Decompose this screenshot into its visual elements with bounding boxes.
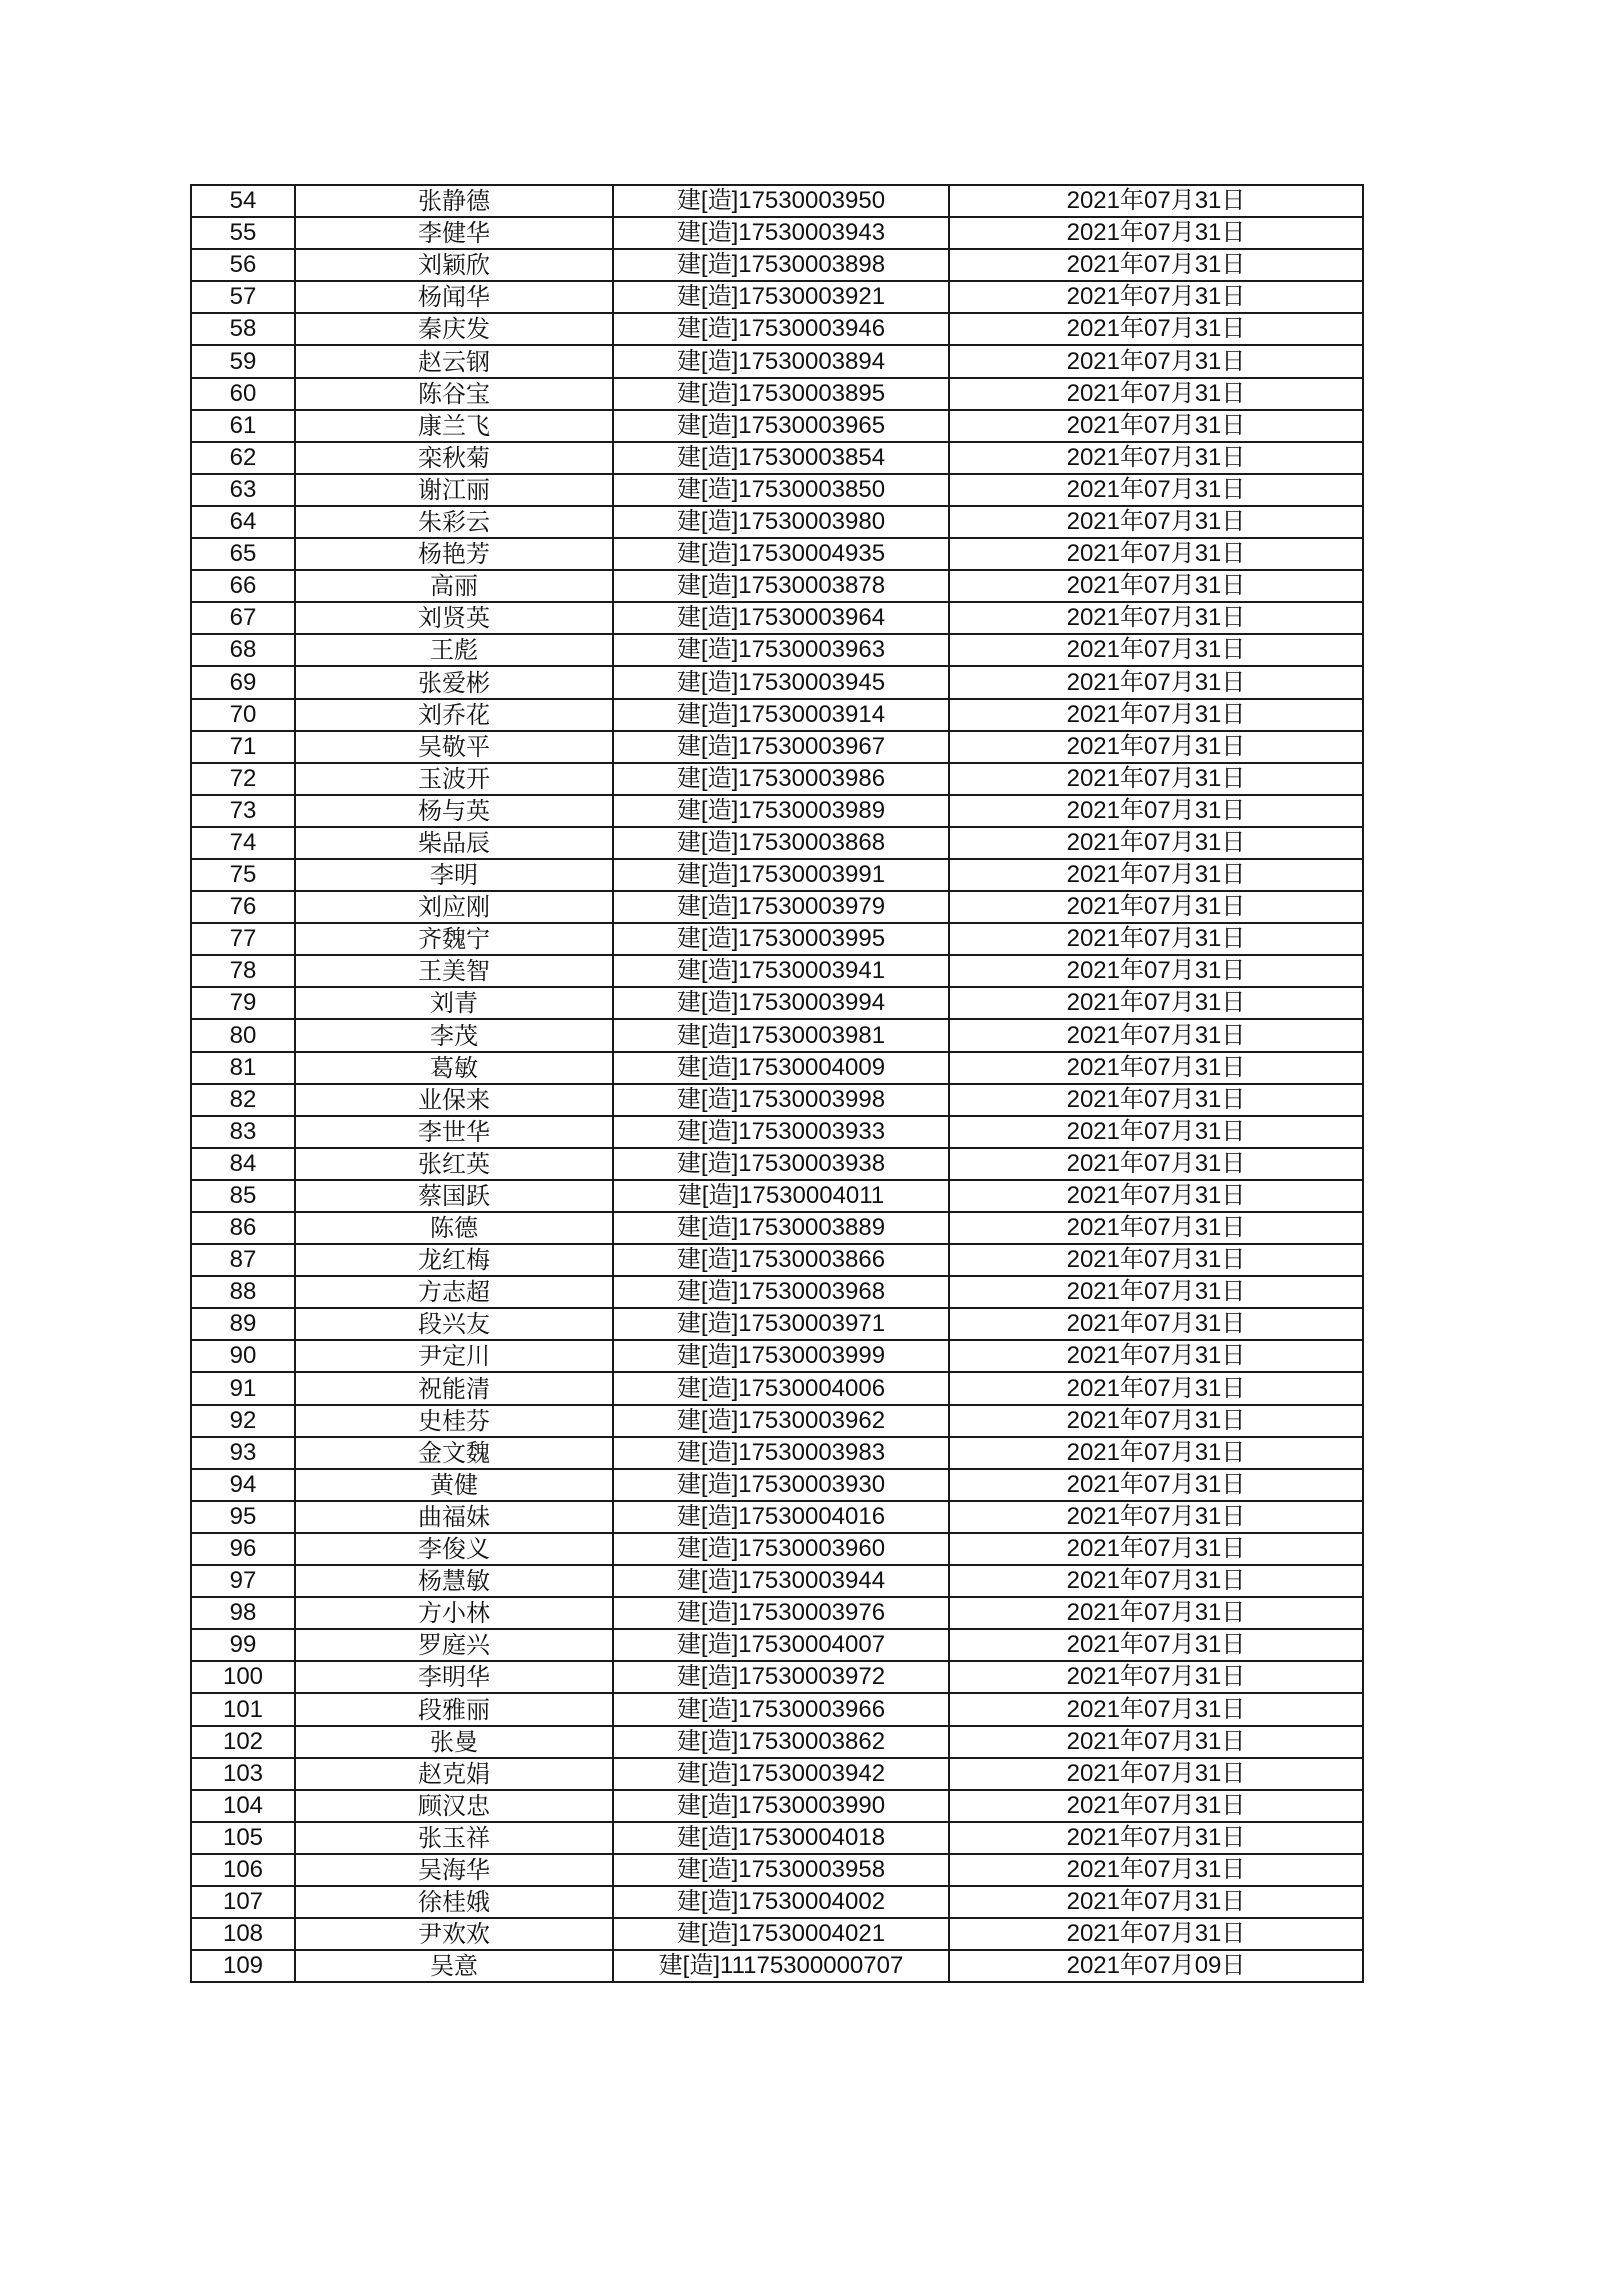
table-row <box>191 859 1363 891</box>
person-name-cell: 段兴友 <box>295 1308 613 1340</box>
person-name-cell: 曲福妹 <box>295 1501 613 1533</box>
row-number-cell: 96 <box>191 1533 295 1565</box>
person-name-cell: 张爱彬 <box>295 666 613 698</box>
certificate-number-cell: 建[造]17530003933 <box>613 1116 949 1148</box>
person-name-cell: 杨与英 <box>295 795 613 827</box>
table-row <box>191 602 1363 634</box>
row-number-cell: 105 <box>191 1822 295 1854</box>
row-number-cell: 106 <box>191 1854 295 1886</box>
row-number-cell: 64 <box>191 506 295 538</box>
issue-date-cell: 2021年07月31日 <box>949 1372 1363 1404</box>
certificate-number-cell: 建[造]17530003938 <box>613 1148 949 1180</box>
certificate-number-cell: 建[造]17530004018 <box>613 1822 949 1854</box>
table-row <box>191 410 1363 442</box>
certificate-number-cell: 建[造]17530003999 <box>613 1340 949 1372</box>
person-name-cell: 尹欢欢 <box>295 1918 613 1950</box>
issue-date-cell: 2021年07月31日 <box>949 1116 1363 1148</box>
row-number-cell: 67 <box>191 602 295 634</box>
issue-date-cell: 2021年07月31日 <box>949 442 1363 474</box>
row-number-cell: 78 <box>191 955 295 987</box>
person-name-cell: 康兰飞 <box>295 410 613 442</box>
table-row <box>191 1854 1363 1886</box>
issue-date-cell: 2021年07月31日 <box>949 602 1363 634</box>
row-number-cell: 109 <box>191 1950 295 1982</box>
person-name-cell: 方小林 <box>295 1597 613 1629</box>
table-row <box>191 1084 1363 1116</box>
person-name-cell: 刘应刚 <box>295 891 613 923</box>
certificate-number-cell: 建[造]17530003991 <box>613 859 949 891</box>
table-row <box>191 1148 1363 1180</box>
person-name-cell: 王彪 <box>295 634 613 666</box>
certificate-number-cell: 建[造]11175300000707 <box>613 1950 949 1982</box>
person-name-cell: 刘乔花 <box>295 699 613 731</box>
row-number-cell: 90 <box>191 1340 295 1372</box>
table-row <box>191 442 1363 474</box>
issue-date-cell: 2021年07月31日 <box>949 410 1363 442</box>
person-name-cell: 李世华 <box>295 1116 613 1148</box>
certificate-number-cell: 建[造]17530003980 <box>613 506 949 538</box>
certificate-number-cell: 建[造]17530003914 <box>613 699 949 731</box>
person-name-cell: 陈德 <box>295 1212 613 1244</box>
certificate-number-cell: 建[造]17530003972 <box>613 1661 949 1693</box>
row-number-cell: 58 <box>191 313 295 345</box>
certificate-number-cell: 建[造]17530004007 <box>613 1629 949 1661</box>
row-number-cell: 76 <box>191 891 295 923</box>
certificate-number-cell: 建[造]17530004935 <box>613 538 949 570</box>
issue-date-cell: 2021年07月31日 <box>949 1084 1363 1116</box>
certificate-number-cell: 建[造]17530003979 <box>613 891 949 923</box>
table-row <box>191 1693 1363 1725</box>
issue-date-cell: 2021年07月31日 <box>949 634 1363 666</box>
table-row <box>191 1886 1363 1918</box>
person-name-cell: 李茂 <box>295 1019 613 1051</box>
certificate-number-cell: 建[造]17530003894 <box>613 345 949 377</box>
person-name-cell: 业保来 <box>295 1084 613 1116</box>
person-name-cell: 李明华 <box>295 1661 613 1693</box>
certificate-number-cell: 建[造]17530003868 <box>613 827 949 859</box>
table-row <box>191 1950 1363 1982</box>
certificate-number-cell: 建[造]17530003964 <box>613 602 949 634</box>
person-name-cell: 黄健 <box>295 1469 613 1501</box>
certificate-number-cell: 建[造]17530003968 <box>613 1276 949 1308</box>
person-name-cell: 刘贤英 <box>295 602 613 634</box>
table-row <box>191 1597 1363 1629</box>
table-row <box>191 570 1363 602</box>
person-name-cell: 史桂芬 <box>295 1405 613 1437</box>
certificate-number-cell: 建[造]17530004002 <box>613 1886 949 1918</box>
row-number-cell: 56 <box>191 249 295 281</box>
row-number-cell: 102 <box>191 1726 295 1758</box>
table-row <box>191 1918 1363 1950</box>
issue-date-cell: 2021年07月31日 <box>949 249 1363 281</box>
certificate-number-cell: 建[造]17530003862 <box>613 1726 949 1758</box>
person-name-cell: 蔡国跃 <box>295 1180 613 1212</box>
certificate-number-cell: 建[造]17530003998 <box>613 1084 949 1116</box>
table-row <box>191 378 1363 410</box>
table-row <box>191 1244 1363 1276</box>
table-row <box>191 1019 1363 1051</box>
certificate-number-cell: 建[造]17530003942 <box>613 1758 949 1790</box>
issue-date-cell: 2021年07月31日 <box>949 217 1363 249</box>
certificate-number-cell: 建[造]17530003971 <box>613 1308 949 1340</box>
table-row <box>191 1340 1363 1372</box>
person-name-cell: 罗庭兴 <box>295 1629 613 1661</box>
certificate-number-cell: 建[造]17530003866 <box>613 1244 949 1276</box>
table-row <box>191 281 1363 313</box>
row-number-cell: 79 <box>191 987 295 1019</box>
row-number-cell: 82 <box>191 1084 295 1116</box>
issue-date-cell: 2021年07月31日 <box>949 1276 1363 1308</box>
table-row <box>191 1116 1363 1148</box>
certificate-number-cell: 建[造]17530003958 <box>613 1854 949 1886</box>
row-number-cell: 74 <box>191 827 295 859</box>
row-number-cell: 68 <box>191 634 295 666</box>
certificate-number-cell: 建[造]17530003878 <box>613 570 949 602</box>
row-number-cell: 88 <box>191 1276 295 1308</box>
issue-date-cell: 2021年07月31日 <box>949 827 1363 859</box>
certificate-number-cell: 建[造]17530003966 <box>613 1693 949 1725</box>
table-row <box>191 1212 1363 1244</box>
table-row <box>191 1726 1363 1758</box>
row-number-cell: 62 <box>191 442 295 474</box>
person-name-cell: 杨慧敏 <box>295 1565 613 1597</box>
table-row <box>191 474 1363 506</box>
person-name-cell: 刘青 <box>295 987 613 1019</box>
person-name-cell: 吴敬平 <box>295 731 613 763</box>
table-row <box>191 1822 1363 1854</box>
row-number-cell: 87 <box>191 1244 295 1276</box>
row-number-cell: 108 <box>191 1918 295 1950</box>
row-number-cell: 73 <box>191 795 295 827</box>
table-row <box>191 955 1363 987</box>
row-number-cell: 97 <box>191 1565 295 1597</box>
table-row <box>191 1790 1363 1822</box>
row-number-cell: 99 <box>191 1629 295 1661</box>
table-row <box>191 1533 1363 1565</box>
issue-date-cell: 2021年07月31日 <box>949 1308 1363 1340</box>
person-name-cell: 秦庆发 <box>295 313 613 345</box>
table-row <box>191 1469 1363 1501</box>
person-name-cell: 吴海华 <box>295 1854 613 1886</box>
issue-date-cell: 2021年07月31日 <box>949 1758 1363 1790</box>
table-row <box>191 923 1363 955</box>
certificate-number-cell: 建[造]17530003850 <box>613 474 949 506</box>
table-row <box>191 1372 1363 1404</box>
person-name-cell: 柴品辰 <box>295 827 613 859</box>
issue-date-cell: 2021年07月31日 <box>949 538 1363 570</box>
certificate-number-cell: 建[造]17530003995 <box>613 923 949 955</box>
issue-date-cell: 2021年07月31日 <box>949 955 1363 987</box>
issue-date-cell: 2021年07月31日 <box>949 699 1363 731</box>
issue-date-cell: 2021年07月31日 <box>949 1565 1363 1597</box>
issue-date-cell: 2021年07月31日 <box>949 1533 1363 1565</box>
table-row <box>191 666 1363 698</box>
person-name-cell: 齐魏宁 <box>295 923 613 955</box>
issue-date-cell: 2021年07月31日 <box>949 1244 1363 1276</box>
person-name-cell: 徐桂娥 <box>295 1886 613 1918</box>
issue-date-cell: 2021年07月31日 <box>949 570 1363 602</box>
row-number-cell: 81 <box>191 1052 295 1084</box>
issue-date-cell: 2021年07月31日 <box>949 1822 1363 1854</box>
issue-date-cell: 2021年07月31日 <box>949 666 1363 698</box>
certificate-number-cell: 建[造]17530003989 <box>613 795 949 827</box>
row-number-cell: 107 <box>191 1886 295 1918</box>
certificate-number-cell: 建[造]17530003895 <box>613 378 949 410</box>
row-number-cell: 70 <box>191 699 295 731</box>
person-name-cell: 金文魏 <box>295 1437 613 1469</box>
person-name-cell: 赵云钢 <box>295 345 613 377</box>
certificate-number-cell: 建[造]17530003941 <box>613 955 949 987</box>
person-name-cell: 陈谷宝 <box>295 378 613 410</box>
certificate-number-cell: 建[造]17530003986 <box>613 763 949 795</box>
row-number-cell: 80 <box>191 1019 295 1051</box>
row-number-cell: 94 <box>191 1469 295 1501</box>
person-name-cell: 高丽 <box>295 570 613 602</box>
table-row <box>191 313 1363 345</box>
certificate-table <box>190 184 1364 1983</box>
issue-date-cell: 2021年07月31日 <box>949 313 1363 345</box>
row-number-cell: 86 <box>191 1212 295 1244</box>
certificate-number-cell: 建[造]17530003898 <box>613 249 949 281</box>
row-number-cell: 57 <box>191 281 295 313</box>
row-number-cell: 54 <box>191 185 295 217</box>
issue-date-cell: 2021年07月31日 <box>949 763 1363 795</box>
table-row <box>191 1180 1363 1212</box>
person-name-cell: 李明 <box>295 859 613 891</box>
certificate-number-cell: 建[造]17530003983 <box>613 1437 949 1469</box>
issue-date-cell: 2021年07月31日 <box>949 506 1363 538</box>
issue-date-cell: 2021年07月31日 <box>949 185 1363 217</box>
issue-date-cell: 2021年07月31日 <box>949 1629 1363 1661</box>
table-row <box>191 1501 1363 1533</box>
issue-date-cell: 2021年07月31日 <box>949 731 1363 763</box>
person-name-cell: 方志超 <box>295 1276 613 1308</box>
certificate-number-cell: 建[造]17530003963 <box>613 634 949 666</box>
person-name-cell: 刘颖欣 <box>295 249 613 281</box>
certificate-number-cell: 建[造]17530003990 <box>613 1790 949 1822</box>
row-number-cell: 92 <box>191 1405 295 1437</box>
issue-date-cell: 2021年07月31日 <box>949 1019 1363 1051</box>
certificate-number-cell: 建[造]17530003962 <box>613 1405 949 1437</box>
row-number-cell: 69 <box>191 666 295 698</box>
row-number-cell: 66 <box>191 570 295 602</box>
person-name-cell: 王美智 <box>295 955 613 987</box>
person-name-cell: 祝能清 <box>295 1372 613 1404</box>
issue-date-cell: 2021年07月31日 <box>949 345 1363 377</box>
issue-date-cell: 2021年07月31日 <box>949 1886 1363 1918</box>
person-name-cell: 龙红梅 <box>295 1244 613 1276</box>
issue-date-cell: 2021年07月31日 <box>949 1790 1363 1822</box>
issue-date-cell: 2021年07月31日 <box>949 891 1363 923</box>
row-number-cell: 71 <box>191 731 295 763</box>
person-name-cell: 张曼 <box>295 1726 613 1758</box>
issue-date-cell: 2021年07月31日 <box>949 1405 1363 1437</box>
certificate-number-cell: 建[造]17530003889 <box>613 1212 949 1244</box>
table-row <box>191 1758 1363 1790</box>
issue-date-cell: 2021年07月31日 <box>949 1437 1363 1469</box>
person-name-cell: 李俊义 <box>295 1533 613 1565</box>
certificate-number-cell: 建[造]17530003950 <box>613 185 949 217</box>
certificate-number-cell: 建[造]17530003960 <box>613 1533 949 1565</box>
table-row <box>191 795 1363 827</box>
issue-date-cell: 2021年07月31日 <box>949 795 1363 827</box>
row-number-cell: 91 <box>191 1372 295 1404</box>
certificate-number-cell: 建[造]17530003945 <box>613 666 949 698</box>
issue-date-cell: 2021年07月31日 <box>949 1597 1363 1629</box>
certificate-number-cell: 建[造]17530003946 <box>613 313 949 345</box>
certificate-number-cell: 建[造]17530003854 <box>613 442 949 474</box>
certificate-number-cell: 建[造]17530003944 <box>613 1565 949 1597</box>
person-name-cell: 张静德 <box>295 185 613 217</box>
table-row <box>191 1052 1363 1084</box>
table-row <box>191 1308 1363 1340</box>
issue-date-cell: 2021年07月31日 <box>949 1180 1363 1212</box>
certificate-number-cell: 建[造]17530003921 <box>613 281 949 313</box>
person-name-cell: 杨闻华 <box>295 281 613 313</box>
row-number-cell: 93 <box>191 1437 295 1469</box>
certificate-number-cell: 建[造]17530003994 <box>613 987 949 1019</box>
issue-date-cell: 2021年07月31日 <box>949 1501 1363 1533</box>
issue-date-cell: 2021年07月31日 <box>949 987 1363 1019</box>
table-row <box>191 1276 1363 1308</box>
table-row <box>191 827 1363 859</box>
table-row <box>191 1437 1363 1469</box>
issue-date-cell: 2021年07月31日 <box>949 1148 1363 1180</box>
row-number-cell: 61 <box>191 410 295 442</box>
issue-date-cell: 2021年07月31日 <box>949 1212 1363 1244</box>
issue-date-cell: 2021年07月31日 <box>949 1726 1363 1758</box>
row-number-cell: 89 <box>191 1308 295 1340</box>
table-row <box>191 538 1363 570</box>
table-row <box>191 891 1363 923</box>
table-row <box>191 1565 1363 1597</box>
person-name-cell: 赵克娟 <box>295 1758 613 1790</box>
row-number-cell: 101 <box>191 1693 295 1725</box>
table-row <box>191 249 1363 281</box>
issue-date-cell: 2021年07月31日 <box>949 378 1363 410</box>
issue-date-cell: 2021年07月31日 <box>949 474 1363 506</box>
table-row <box>191 185 1363 217</box>
certificate-number-cell: 建[造]17530003965 <box>613 410 949 442</box>
row-number-cell: 103 <box>191 1758 295 1790</box>
person-name-cell: 谢江丽 <box>295 474 613 506</box>
certificate-table-body <box>191 185 1363 1982</box>
row-number-cell: 60 <box>191 378 295 410</box>
row-number-cell: 83 <box>191 1116 295 1148</box>
issue-date-cell: 2021年07月31日 <box>949 923 1363 955</box>
row-number-cell: 59 <box>191 345 295 377</box>
issue-date-cell: 2021年07月31日 <box>949 1661 1363 1693</box>
row-number-cell: 75 <box>191 859 295 891</box>
table-row <box>191 506 1363 538</box>
table-row <box>191 731 1363 763</box>
table-row <box>191 987 1363 1019</box>
certificate-number-cell: 建[造]17530003981 <box>613 1019 949 1051</box>
issue-date-cell: 2021年07月31日 <box>949 1693 1363 1725</box>
row-number-cell: 84 <box>191 1148 295 1180</box>
person-name-cell: 李健华 <box>295 217 613 249</box>
table-row <box>191 1661 1363 1693</box>
row-number-cell: 100 <box>191 1661 295 1693</box>
certificate-number-cell: 建[造]17530003976 <box>613 1597 949 1629</box>
row-number-cell: 72 <box>191 763 295 795</box>
row-number-cell: 77 <box>191 923 295 955</box>
issue-date-cell: 2021年07月31日 <box>949 1854 1363 1886</box>
certificate-number-cell: 建[造]17530003943 <box>613 217 949 249</box>
certificate-number-cell: 建[造]17530003930 <box>613 1469 949 1501</box>
certificate-number-cell: 建[造]17530004011 <box>613 1180 949 1212</box>
table-row <box>191 1629 1363 1661</box>
row-number-cell: 95 <box>191 1501 295 1533</box>
table-row <box>191 1405 1363 1437</box>
person-name-cell: 杨艳芳 <box>295 538 613 570</box>
table-row <box>191 217 1363 249</box>
table-row <box>191 345 1363 377</box>
row-number-cell: 104 <box>191 1790 295 1822</box>
person-name-cell: 葛敏 <box>295 1052 613 1084</box>
person-name-cell: 朱彩云 <box>295 506 613 538</box>
issue-date-cell: 2021年07月31日 <box>949 281 1363 313</box>
person-name-cell: 尹定川 <box>295 1340 613 1372</box>
row-number-cell: 85 <box>191 1180 295 1212</box>
table-row <box>191 763 1363 795</box>
table-row <box>191 634 1363 666</box>
issue-date-cell: 2021年07月31日 <box>949 1918 1363 1950</box>
person-name-cell: 顾汉忠 <box>295 1790 613 1822</box>
person-name-cell: 栾秋菊 <box>295 442 613 474</box>
table-row <box>191 699 1363 731</box>
certificate-number-cell: 建[造]17530004006 <box>613 1372 949 1404</box>
row-number-cell: 63 <box>191 474 295 506</box>
person-name-cell: 玉波开 <box>295 763 613 795</box>
person-name-cell: 吴意 <box>295 1950 613 1982</box>
issue-date-cell: 2021年07月31日 <box>949 859 1363 891</box>
issue-date-cell: 2021年07月09日 <box>949 1950 1363 1982</box>
issue-date-cell: 2021年07月31日 <box>949 1469 1363 1501</box>
issue-date-cell: 2021年07月31日 <box>949 1052 1363 1084</box>
certificate-number-cell: 建[造]17530004021 <box>613 1918 949 1950</box>
person-name-cell: 张玉祥 <box>295 1822 613 1854</box>
certificate-number-cell: 建[造]17530003967 <box>613 731 949 763</box>
person-name-cell: 段雅丽 <box>295 1693 613 1725</box>
certificate-number-cell: 建[造]17530004009 <box>613 1052 949 1084</box>
issue-date-cell: 2021年07月31日 <box>949 1340 1363 1372</box>
row-number-cell: 98 <box>191 1597 295 1629</box>
certificate-number-cell: 建[造]17530004016 <box>613 1501 949 1533</box>
person-name-cell: 张红英 <box>295 1148 613 1180</box>
row-number-cell: 65 <box>191 538 295 570</box>
row-number-cell: 55 <box>191 217 295 249</box>
